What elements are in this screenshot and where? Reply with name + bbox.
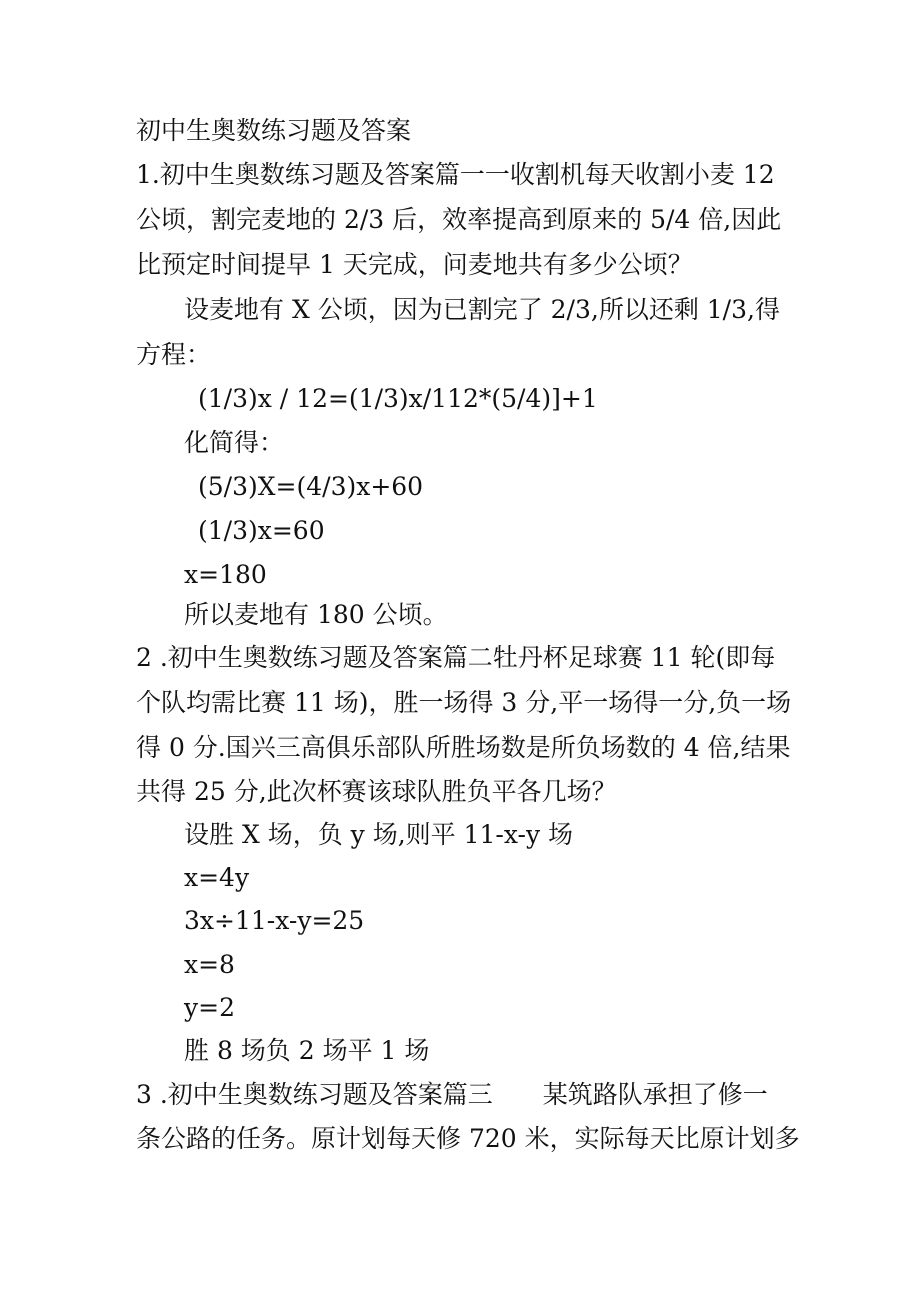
q2-equation-1: x=4y bbox=[184, 863, 250, 892]
document-title: 初中生奥数练习题及答案 bbox=[136, 116, 412, 145]
q3-text-line-1: 3 .初中生奥数练习题及答案篇三 某筑路队承担了修一 bbox=[136, 1080, 768, 1109]
q1-equation-2: (5/3)X=(4/3)x+60 bbox=[198, 472, 424, 501]
q2-text-line-2: 个队均需比赛 11 场)，胜一场得 3 分,平一场得一分,负一场 bbox=[136, 688, 792, 717]
q1-text-line-2: 公顷，割完麦地的 2/3 后，效率提高到原来的 5/4 倍,因此 bbox=[136, 205, 782, 234]
q2-text-line-1: 2 .初中生奥数练习题及答案篇二牡丹杯足球赛 11 轮(即每 bbox=[136, 643, 776, 672]
q1-answer: 所以麦地有 180 公顷。 bbox=[184, 600, 448, 629]
q1-solution-line-2: 方程： bbox=[136, 340, 212, 369]
q1-simplify-label: 化简得： bbox=[184, 428, 285, 457]
q1-equation-1: (1/3)x / 12=(1/3)x/112*(5/4)]+1 bbox=[198, 384, 598, 413]
q1-equation-4: x=180 bbox=[184, 560, 267, 589]
q2-equation-3: x=8 bbox=[184, 950, 235, 979]
q1-equation-3: (1/3)x=60 bbox=[198, 516, 325, 545]
q1-text-line-1: 1.初中生奥数练习题及答案篇一一收割机每天收割小麦 12 bbox=[136, 160, 775, 189]
q2-equation-4: y=2 bbox=[184, 993, 235, 1022]
q1-text-line-3: 比预定时间提早 1 天完成，问麦地共有多少公顷？ bbox=[136, 250, 693, 279]
q2-text-line-4: 共得 25 分,此次杯赛该球队胜负平各几场？ bbox=[136, 777, 617, 806]
q2-answer: 胜 8 场负 2 场平 1 场 bbox=[184, 1036, 430, 1065]
q1-solution-line-1: 设麦地有 X 公顷，因为已割完了 2/3,所以还剩 1/3,得 bbox=[184, 295, 780, 324]
q2-solution-line-1: 设胜 X 场，负 y 场,则平 11-x-y 场 bbox=[184, 820, 574, 849]
q2-equation-2: 3x÷11-x-y=25 bbox=[184, 906, 365, 935]
q2-text-line-3: 得 0 分.国兴三高俱乐部队所胜场数是所负场数的 4 倍,结果 bbox=[136, 733, 791, 762]
q3-text-line-2: 条公路的任务。原计划每天修 720 米，实际每天比原计划多 bbox=[136, 1124, 800, 1153]
